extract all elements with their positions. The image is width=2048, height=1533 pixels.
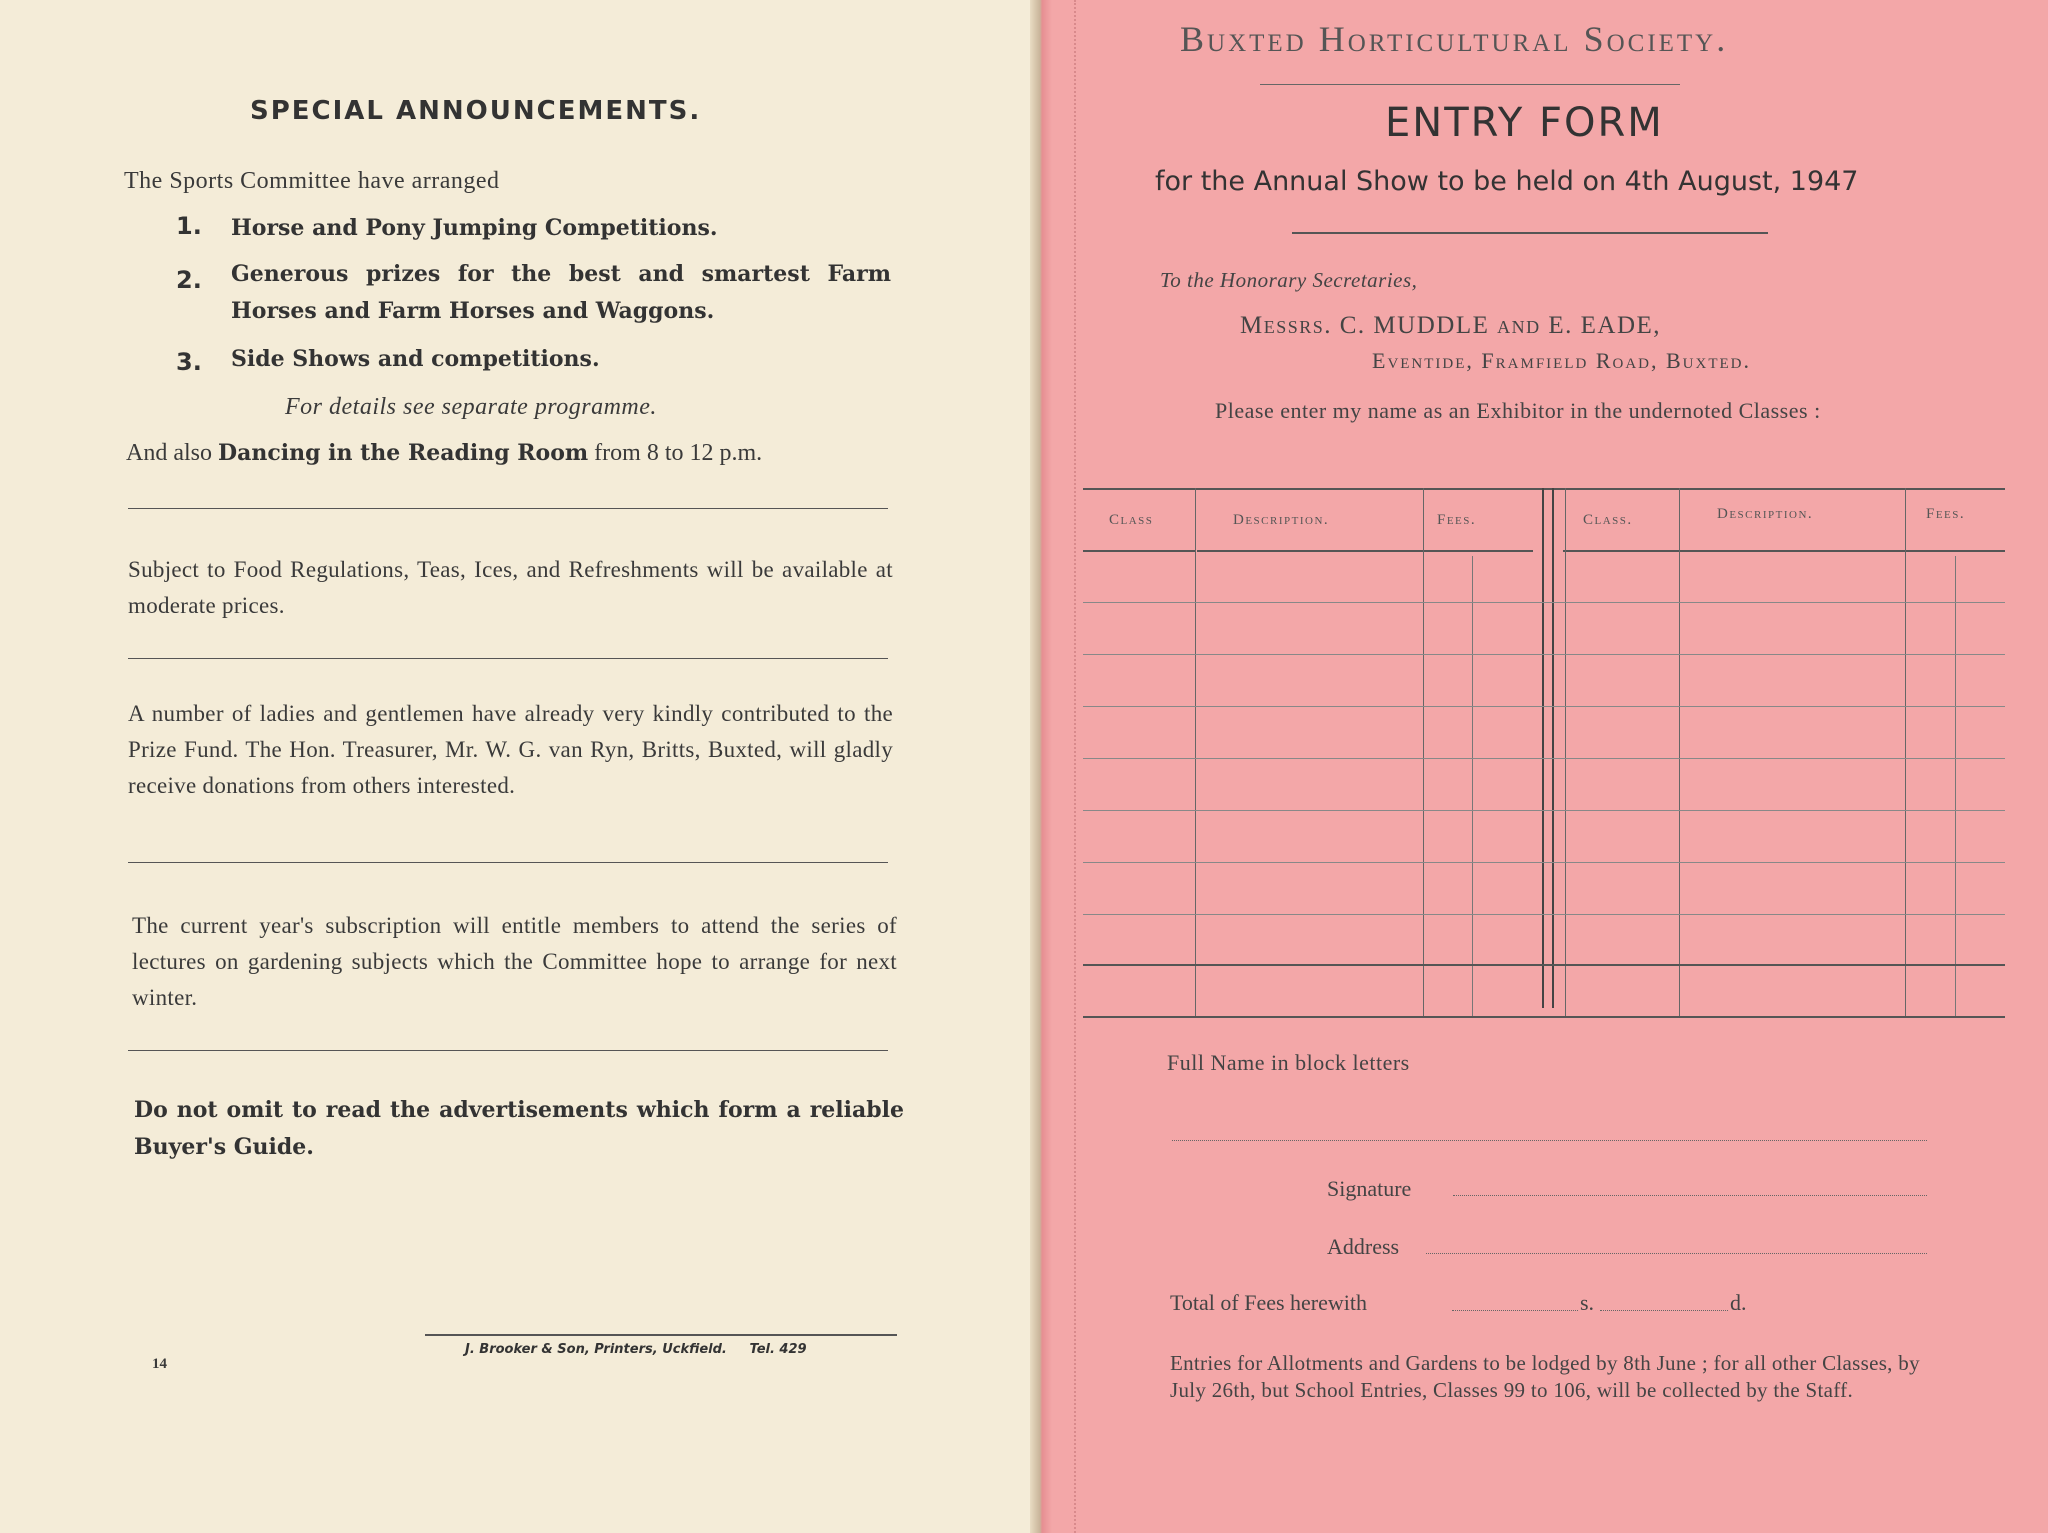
item-number: 1. <box>176 212 202 240</box>
food-paragraph: Subject to Food Regulations, Teas, Ices, and Refreshments will be available at moderate prices. <box>128 557 893 618</box>
column-line <box>1195 488 1196 1016</box>
total-label: Total of Fees herewith <box>1170 1290 1368 1315</box>
header-description: Description. <box>1233 512 1330 528</box>
subscription-paragraph: The current year's subscription will entitle members to attend the series of lectures on gardening subjects which the Committee hope to arrange for next winter. <box>132 913 897 1010</box>
header-rule <box>1563 550 2005 552</box>
dancing-bold: Dancing in the Reading Room <box>218 440 589 466</box>
intro-text: The Sports Committee have arranged <box>124 168 500 194</box>
secretaries-names: Messrs. C. MUDDLE and E. EADE, <box>1240 312 1662 339</box>
details-note: For details see separate programme. <box>285 394 657 420</box>
divider <box>128 862 888 863</box>
column-line <box>1679 488 1680 1016</box>
address-field[interactable] <box>1426 1253 1927 1254</box>
signature-field[interactable] <box>1453 1195 1927 1196</box>
pence-label: d. <box>1730 1290 1747 1315</box>
divider <box>128 1050 888 1051</box>
pence-line <box>1472 556 1473 1016</box>
list-item <box>176 266 202 294</box>
table-total-row <box>1083 964 2005 966</box>
header-rule <box>1083 550 1195 552</box>
entries-deadline-note: Entries for Allotments and Gardens to be lodged by 8th June ; for all other Classes, by July 26th, but School Entries, Classes 99 to 106, will be collected by the Staff. <box>1170 1351 1920 1402</box>
divider <box>1292 232 1768 234</box>
table-row <box>1083 914 2005 915</box>
header-class: Class. <box>1583 512 1633 528</box>
addressee-line: To the Honorary Secretaries, <box>1160 268 1418 292</box>
header-class: Class <box>1109 512 1154 528</box>
table-row <box>1083 758 2005 759</box>
shillings-label: s. <box>1580 1290 1595 1315</box>
column-line <box>1905 488 1906 1016</box>
divider <box>128 658 888 659</box>
table-row <box>1083 602 2005 603</box>
pence-line <box>1955 556 1956 1016</box>
full-name-field[interactable] <box>1172 1140 1927 1141</box>
shillings-field[interactable] <box>1452 1310 1578 1311</box>
list-item <box>176 348 202 376</box>
binding-stitch <box>1074 0 1076 1533</box>
dancing-post: from 8 to 12 p.m. <box>594 440 763 466</box>
table-row <box>1083 810 2005 811</box>
divider <box>128 508 888 509</box>
form-subtitle: for the Annual Show to be held on 4th August, 1947 <box>1155 166 1859 197</box>
society-name: Buxted Horticultural Society. <box>1180 19 1729 59</box>
advertisements-paragraph: Do not omit to read the advertisements which form a reliable Buyer's Guide. <box>134 1097 904 1160</box>
printer-credit <box>465 1342 807 1357</box>
list-item-text: Generous prizes for the best and smartest Farm Horses and Farm Horses and Waggons. <box>231 261 891 324</box>
entry-table <box>1083 488 2005 1018</box>
table-row <box>1083 862 2005 863</box>
total-fees-line <box>1170 1290 1367 1316</box>
item-number: 2. <box>176 266 202 294</box>
header-fees: Fees. <box>1437 512 1477 528</box>
full-name-label: Full Name in block letters <box>1167 1050 1410 1075</box>
page-number: 14 <box>152 1356 167 1372</box>
column-line <box>1565 488 1566 1016</box>
page-title: SPECIAL ANNOUNCEMENTS. <box>250 96 702 126</box>
pence-field[interactable] <box>1600 1310 1728 1311</box>
table-row <box>1083 654 2005 655</box>
printer-tel: Tel. 429 <box>749 1342 807 1357</box>
list-item-text: Horse and Pony Jumping Competitions. <box>231 215 718 241</box>
center-divider <box>1542 488 1554 1008</box>
divider <box>1260 84 1680 85</box>
list-item-text: Side Shows and competitions. <box>231 346 600 372</box>
printer-name: J. Brooker & Son, Printers, Uckfield. <box>465 1342 727 1357</box>
column-line <box>1423 488 1424 1016</box>
signature-label: Signature <box>1327 1176 1412 1201</box>
table-bottom-rule <box>1083 1016 2005 1018</box>
request-text: Please enter my name as an Exhibitor in the undernoted Classes : <box>1215 398 1821 423</box>
footer-rule <box>425 1334 897 1336</box>
list-item <box>176 212 202 240</box>
table-row <box>1083 706 2005 707</box>
prize-fund-paragraph: A number of ladies and gentlemen have already very kindly contributed to the Prize Fund. The Hon. Treasurer, Mr. W. G. van Ryn, Britts, Buxted, will gladly receive donations from others interested. <box>128 701 893 798</box>
item-number: 3. <box>176 348 202 376</box>
form-title: ENTRY FORM <box>1385 100 1664 146</box>
header-fees: Fees. <box>1926 506 1966 522</box>
secretaries-address: Eventide, Framfield Road, Buxted. <box>1372 348 1751 373</box>
book-gutter <box>1030 0 1052 1533</box>
dancing-line <box>126 440 762 467</box>
header-rule <box>1197 550 1533 552</box>
dancing-pre: And also <box>126 440 212 466</box>
address-label: Address <box>1327 1234 1400 1259</box>
header-description: Description. <box>1717 506 1814 522</box>
